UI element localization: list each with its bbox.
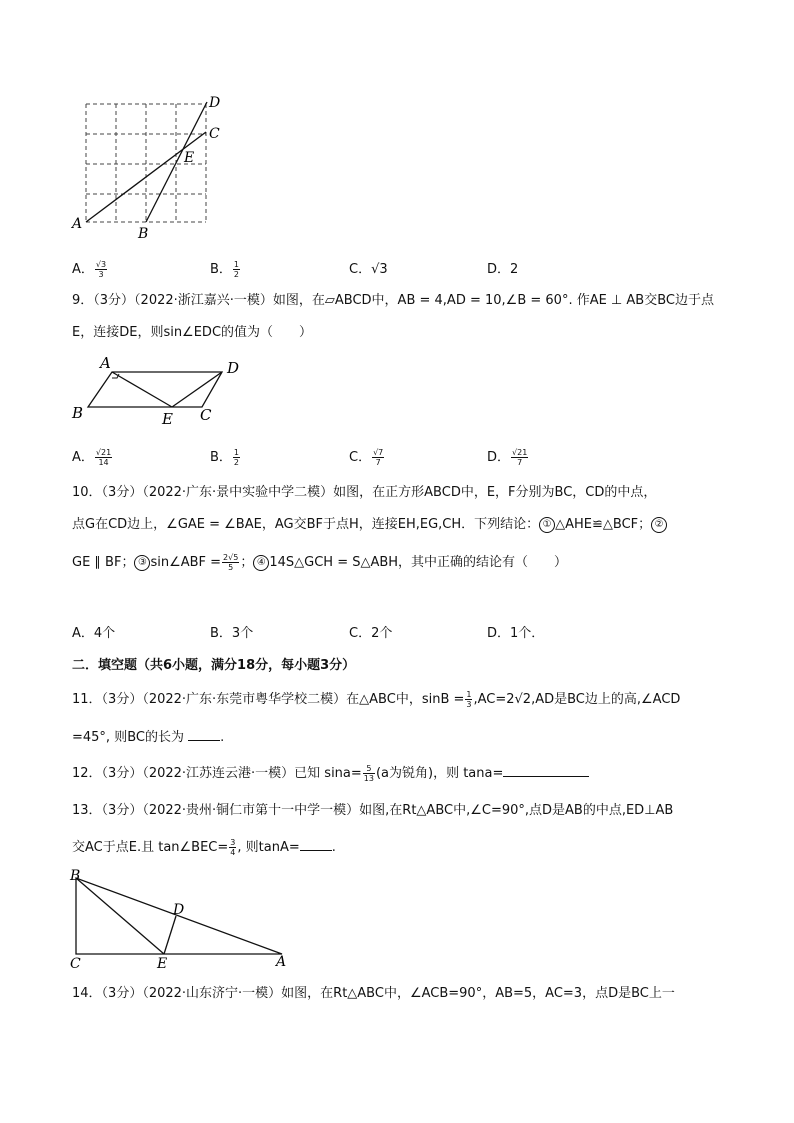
q10-text-line3: GE ∥ BF； ③ sin∠ABF = $\frac{2√5}{5}$ ； ④ 14S△GCH = S△ABH，其中正确的结论有（ ） (72, 553, 568, 572)
label-c: C (209, 126, 220, 142)
q10-conclusion-4-marker: ④ (253, 555, 269, 571)
q11-text-line1: 11．（3分）（2022·广东·东莞市粤华学校二模）在△ABC中，sinB = $\frac{1}{3}$ ,AC=2√2,AD是BC边上的高,∠ACD (72, 690, 681, 709)
q9-parallelogram-figure (66, 352, 256, 430)
label-e: E (157, 956, 168, 972)
label-e: E (184, 150, 195, 166)
label-c: C (200, 406, 212, 424)
label-c: C (70, 956, 81, 972)
q8-option-d[interactable]: D．2 (487, 262, 519, 277)
q10-text-line1: 10．（3分）（2022·广东·景中实验中学二模）如图，在正方形ABCD中，E，F分别为BC，CD的中点， (72, 485, 657, 500)
q12-text: 12．（3分）（2022·江苏连云港·一模）已知 sina= $\frac{5}{13}$ (a为锐角)，则 tana= (72, 764, 589, 783)
q13-tan-fraction: $\frac{3}{4}$ (230, 838, 236, 857)
q13-text-line1: 13．（3分）（2022·贵州·铜仁市第十一中学一模）如图,在Rt△ABC中,∠C=90°,点D是AB的中点,ED⊥AB (72, 803, 674, 818)
q10-option-d[interactable]: D．1个． (487, 626, 545, 641)
q11-answer-blank[interactable] (188, 740, 220, 741)
q8-option-b-fraction: $\frac{1}{2}$ (233, 260, 240, 279)
q10-conclusion-1-marker: ① (539, 517, 555, 533)
label-d: D (227, 359, 240, 377)
label-a: A (100, 354, 111, 372)
q10-conclusion-2-marker: ② (651, 517, 667, 533)
q8-option-b[interactable]: B． $\frac{1}{2}$ (210, 260, 240, 279)
q9-option-c[interactable]: C． $\frac{√7}{7}$ (349, 448, 384, 467)
q13-text-line2: 交AC于点E.且 tan∠BEC= $\frac{3}{4}$ , 则tanA= . (72, 838, 336, 857)
q13-answer-blank[interactable] (300, 850, 332, 851)
q9-text-line2: E，连接DE，则sin∠EDC的值为（ ） (72, 325, 313, 340)
label-a: A (276, 954, 287, 970)
label-e: E (162, 410, 173, 428)
q9-option-d-fraction: $\frac{√21}{7}$ (512, 448, 528, 467)
q9-option-a[interactable]: A． $\frac{√21}{14}$ (72, 448, 112, 467)
q9-text-line1: 9．（3分）（2022·浙江嘉兴·一模）如图，在▱ABCD中，AB = 4,AD = 10,∠B = 60°. 作AE ⊥ AB交BC边于点 (72, 293, 714, 308)
q10-option-a[interactable]: A．4个 (72, 626, 116, 641)
q10-text-line2: 点G在CD边上，∠GAE = ∠BAE，AG交BF于点H，连接EH,EG,CH．下列结论： ① △AHE≌△BCF； ② (72, 516, 667, 534)
q10-option-b[interactable]: B．3个 (210, 626, 254, 641)
q9-option-b-fraction: $\frac{1}{2}$ (233, 448, 240, 467)
q13-triangle-figure (66, 868, 296, 972)
q8-option-c[interactable]: C．√3 (349, 262, 388, 277)
q12-answer-blank[interactable] (503, 776, 589, 777)
section-heading-fill-in: 二．填空题（共6小题，满分18分，每小题3分） (72, 658, 356, 673)
label-d: D (173, 902, 185, 918)
q11-sin-fraction: $\frac{1}{3}$ (466, 690, 472, 709)
q10-option-c[interactable]: C．2个 (349, 626, 393, 641)
q8-grid-figure (66, 92, 236, 242)
q10-sin-fraction: $\frac{2√5}{5}$ (223, 553, 239, 572)
q14-text-line1: 14．（3分）（2022·山东济宁·一模）如图，在Rt△ABC中，∠ACB=90°，AB=5，AC=3，点D是BC上一 (72, 986, 675, 1001)
q8-option-a-fraction: $\frac{√3}{3}$ (95, 260, 107, 279)
label-b: B (70, 868, 81, 884)
q11-text-line2: =45°, 则BC的长为 . (72, 730, 225, 745)
label-b: B (138, 226, 149, 242)
q8-option-a[interactable]: A． $\frac{√3}{3}$ (72, 260, 107, 279)
q10-conclusion-3-marker: ③ (134, 555, 150, 571)
q9-option-a-fraction: $\frac{√21}{14}$ (95, 448, 112, 467)
q12-sin-fraction: $\frac{5}{13}$ (363, 764, 374, 783)
label-a: A (72, 216, 83, 232)
q9-option-b[interactable]: B． $\frac{1}{2}$ (210, 448, 240, 467)
label-b: B (72, 404, 84, 422)
label-d: D (209, 95, 221, 111)
q9-option-d[interactable]: D． $\frac{√21}{7}$ (487, 448, 528, 467)
q9-option-c-fraction: $\frac{√7}{7}$ (373, 448, 384, 467)
